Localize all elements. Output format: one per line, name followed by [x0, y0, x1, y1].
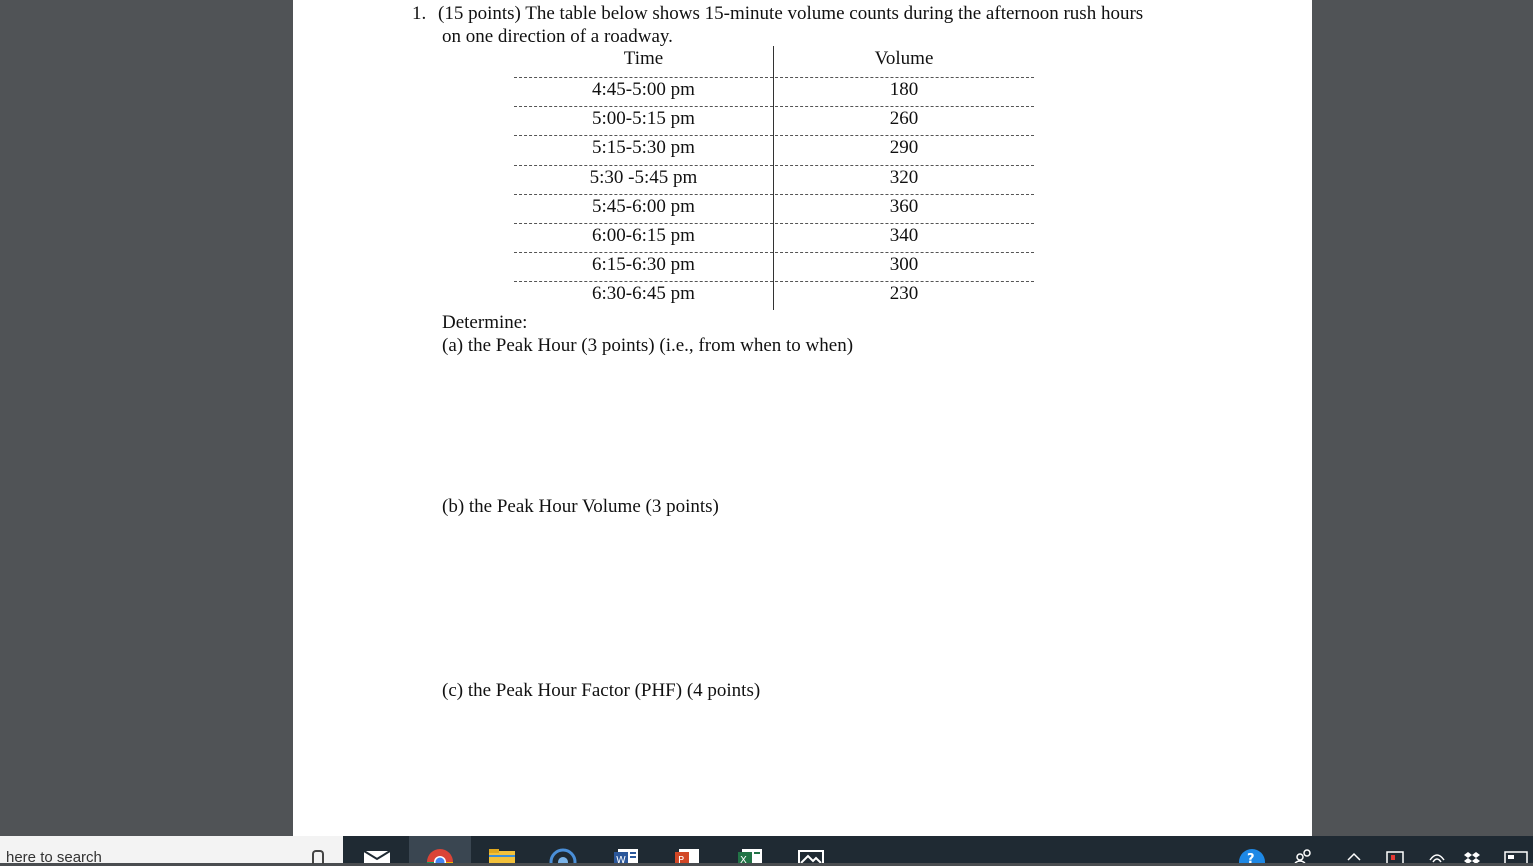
cell-volume: 320	[889, 166, 919, 188]
cell-volume: 360	[889, 195, 919, 217]
table-row-separator	[514, 135, 1034, 136]
cell-time: 6:30-6:45 pm	[592, 283, 695, 305]
question-text-line1: (15 points) The table below shows 15-minute volume counts during the afternoon rush hours	[438, 3, 1144, 24]
table-row-separator	[514, 77, 1034, 78]
cell-volume: 300	[889, 254, 919, 276]
cell-time: 5:45-6:00 pm	[592, 195, 695, 217]
determine-label: Determine:	[442, 312, 528, 333]
app-icon[interactable]	[549, 846, 577, 863]
header-time: Time	[623, 48, 664, 69]
word-icon[interactable]	[612, 846, 640, 863]
table-row-separator	[514, 223, 1034, 224]
table-row-separator	[514, 252, 1034, 253]
chrome-icon[interactable]	[426, 846, 454, 863]
document-page	[293, 0, 1312, 836]
part-b: (b) the Peak Hour Volume (3 points)	[442, 496, 719, 517]
help-icon[interactable]	[1238, 848, 1266, 863]
cell-volume: 180	[889, 79, 919, 100]
table-row-separator	[514, 281, 1034, 282]
svg-text:?: ?	[1247, 852, 1255, 863]
volume-table	[514, 46, 1034, 310]
wifi-icon[interactable]	[1428, 848, 1446, 863]
dropbox-icon[interactable]	[1464, 848, 1484, 863]
cell-time: 6:15-6:30 pm	[592, 254, 695, 276]
cell-volume: 260	[889, 108, 919, 130]
photos-icon[interactable]	[797, 846, 825, 863]
taskbar-search-box[interactable]	[0, 836, 343, 866]
table-row-separator	[514, 165, 1034, 166]
table-row-separator	[514, 106, 1034, 107]
part-c: (c) the Peak Hour Factor (PHF) (4 points)	[442, 680, 761, 701]
chevron-up-icon[interactable]	[1346, 848, 1362, 863]
cell-time: 5:00-5:15 pm	[592, 108, 695, 130]
notification-icon[interactable]	[1503, 848, 1529, 863]
table-row-separator	[514, 194, 1034, 195]
cell-volume: 340	[889, 225, 919, 246]
powerpoint-icon[interactable]	[673, 846, 701, 863]
people-icon[interactable]	[1294, 848, 1314, 863]
svg-text:P: P	[678, 855, 685, 863]
search-placeholder: here to search	[6, 849, 102, 866]
cell-time: 4:45-5:00 pm	[592, 79, 695, 100]
cell-time: 6:00-6:15 pm	[592, 225, 695, 246]
part-a: (a) the Peak Hour (3 points) (i.e., from when to when)	[442, 335, 854, 356]
cell-time: 5:15-5:30 pm	[592, 137, 695, 159]
cell-time: 5:30 -5:45 pm	[589, 166, 698, 188]
file-explorer-icon[interactable]	[488, 846, 516, 863]
taskbar	[0, 836, 1533, 866]
svg-text:W: W	[616, 855, 626, 863]
cell-volume: 290	[889, 137, 919, 159]
question-text-line2: on one direction of a roadway.	[442, 26, 673, 47]
header-volume: Volume	[874, 48, 934, 69]
mail-icon[interactable]	[363, 846, 391, 863]
question-number: 1.	[412, 3, 427, 24]
network-icon[interactable]	[1385, 848, 1405, 863]
microphone-icon[interactable]	[312, 850, 324, 864]
svg-text:X: X	[740, 855, 747, 863]
excel-icon[interactable]	[736, 846, 764, 863]
cell-volume: 230	[889, 283, 919, 305]
